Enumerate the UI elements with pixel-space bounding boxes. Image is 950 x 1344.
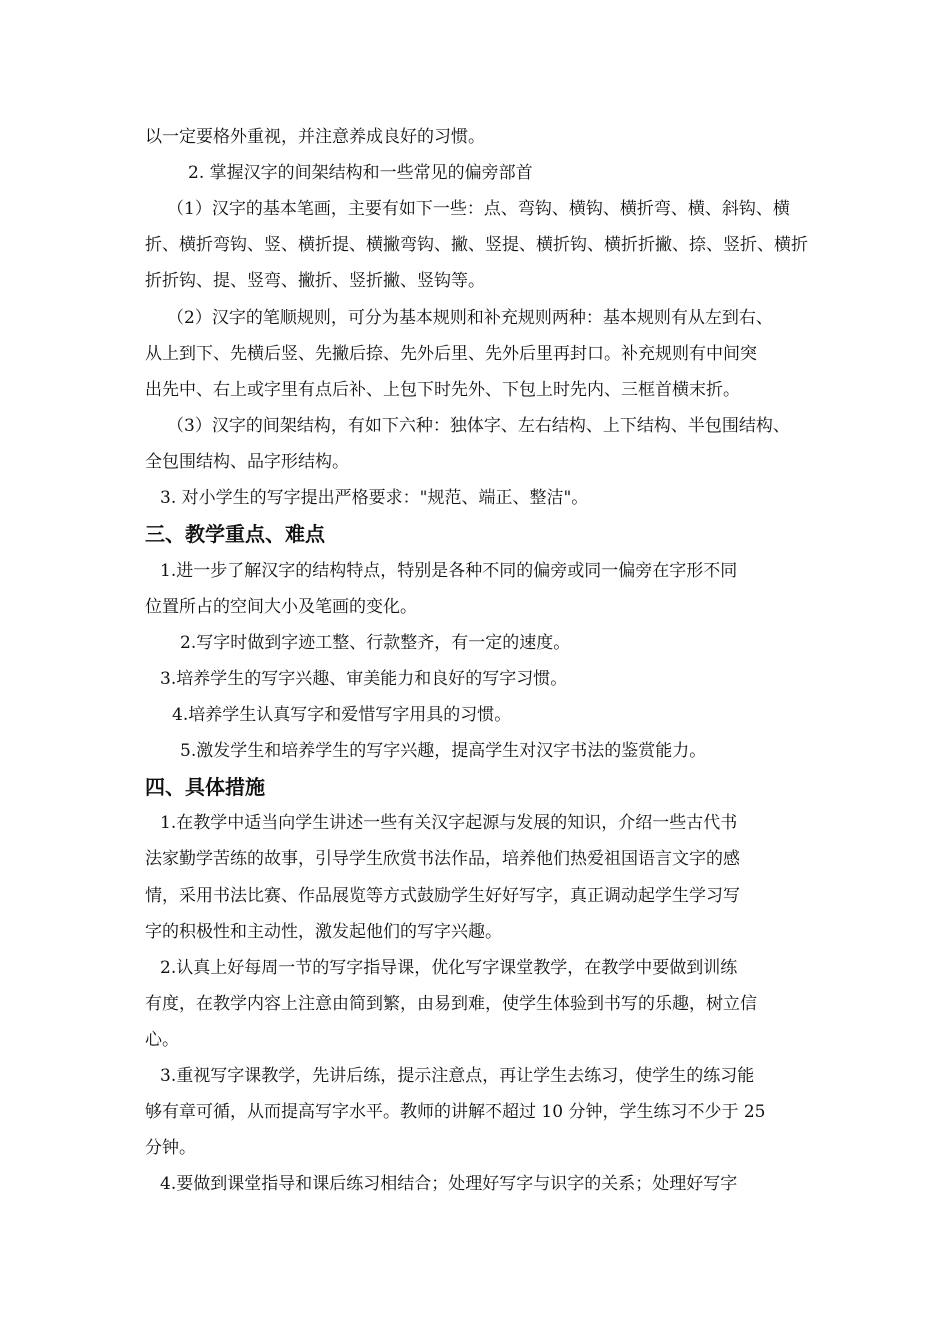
paragraph-line: （3）汉字的间架结构，有如下六种：独体字、左右结构、上下结构、半包围结构、 [167,416,790,436]
paragraph-line: 位置所占的空间大小及笔画的变化。 [145,597,417,617]
paragraph-line: 分钟。 [145,1138,196,1158]
paragraph-line: 2.认真上好每周一节的写字指导课，优化写字课堂教学，在教学中要做到训练 [160,958,738,978]
section-heading: 三、教学重点、难点 [145,522,325,546]
paragraph-line: 全包围结构、品字形结构。 [145,452,349,472]
paragraph-line: 3. 对小学生的写字提出严格要求："规范、端正、整洁"。 [160,488,589,508]
paragraph-line: 情，采用书法比赛、作品展览等方式鼓励学生好好写字，真正调动起学生学习写 [145,886,740,906]
paragraph-line: 4.培养学生认真写字和爱惜写字用具的习惯。 [172,705,512,725]
paragraph-line: 从上到下、先横后竖、先撇后捺、先外后里、先外后里再封口。补充规则有中间突 [145,344,757,364]
paragraph-line: 折、横折弯钩、竖、横折提、横撇弯钩、撇、竖提、横折钩、横折折撇、捺、竖折、横折 [145,235,808,255]
paragraph-line: 有度，在教学内容上注意由简到繁，由易到难，使学生体验到书写的乐趣，树立信 [145,994,757,1014]
paragraph-line: 折折钩、提、竖弯、撇折、竖折撇、竖钩等。 [145,271,485,291]
paragraph-line: （2）汉字的笔顺规则，可分为基本规则和补充规则两种：基本规则有从左到右、 [167,308,773,328]
paragraph-line: 出先中、右上或字里有点后补、上包下时先外、下包上时先内、三框首横末折。 [145,380,740,400]
paragraph-line: 1.进一步了解汉字的结构特点，特别是各种不同的偏旁或同一偏旁在字形不同 [160,561,738,581]
paragraph-line: 5.激发学生和培养学生的写字兴趣，提高学生对汉字书法的鉴赏能力。 [180,741,707,761]
paragraph-line: 心。 [145,1030,179,1050]
section-heading: 四、具体措施 [145,775,265,799]
paragraph-line: 3.培养学生的写字兴趣、审美能力和良好的写字习惯。 [160,669,568,689]
paragraph-line: 以一定要格外重视，并注意养成良好的习惯。 [145,127,485,147]
paragraph-line: 1.在教学中适当向学生讲述一些有关汉字起源与发展的知识，介绍一些古代书 [160,813,738,833]
paragraph-line: 字的积极性和主动性，激发起他们的写字兴趣。 [145,922,502,942]
paragraph-line: 2. 掌握汉字的间架结构和一些常见的偏旁部首 [188,163,533,183]
paragraph-line: （1）汉字的基本笔画，主要有如下一些：点、弯钩、横钩、横折弯、横、斜钩、横 [167,199,790,219]
paragraph-line: 够有章可循，从而提高写字水平。教师的讲解不超过 10 分钟，学生练习不少于 25 [145,1102,766,1122]
paragraph-line: 4.要做到课堂指导和课后练习相结合；处理好写字与识字的关系；处理好写字 [160,1174,738,1194]
paragraph-line: 3.重视写字课教学，先讲后练，提示注意点，再让学生去练习，使学生的练习能 [160,1066,755,1086]
paragraph-line: 法家勤学苦练的故事，引导学生欣赏书法作品，培养他们热爱祖国语言文字的感 [145,849,740,869]
paragraph-line: 2.写字时做到字迹工整、行款整齐，有一定的速度。 [180,633,571,653]
